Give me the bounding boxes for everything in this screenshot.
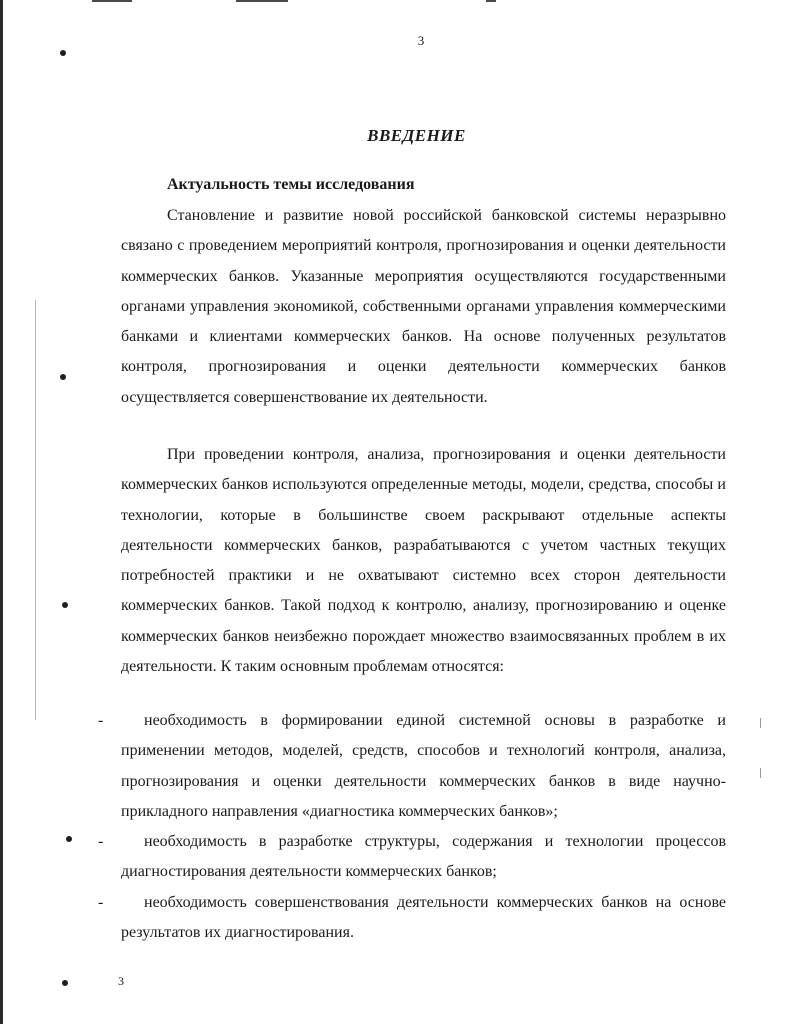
section-subheading: Актуальность темы исследования bbox=[167, 176, 415, 193]
list-item-text: необходимость в разработке структуры, содержания и технологии процессов диагностирования деятельности коммерческих банков; bbox=[121, 833, 726, 881]
paragraph-text: Становление и развитие новой российской банковской системы неразрывно связано с проведением мероприятий контроля, прогнозирования и оценки деятельности коммерческих банков. Указанные мероприятия осуществляются государственными органами управления экономикой, собственными органами управления коммерческими банками и клиентами коммерческих банков. На основе полученных результатов контроля, прогнозирования и оценки деятельности коммерческих банков осуществляется совершенствование их деятельности. bbox=[121, 207, 726, 406]
scan-artifact-line bbox=[35, 300, 36, 720]
list-item-text: необходимость совершенствования деятельности коммерческих банков на основе результатов их диагностирования. bbox=[121, 893, 726, 942]
binder-hole-mark bbox=[62, 980, 68, 986]
binder-hole-mark bbox=[60, 50, 66, 56]
scan-top-mark bbox=[92, 0, 132, 2]
list-marker: - bbox=[98, 893, 104, 911]
paragraph bbox=[121, 201, 726, 413]
binder-hole-mark bbox=[62, 602, 68, 608]
page-number-top: 3 bbox=[417, 33, 425, 48]
binder-hole-mark bbox=[60, 374, 66, 380]
paragraph bbox=[121, 440, 726, 682]
paragraph-text: При проведении контроля, анализа, прогнозирования и оценки деятельности коммерческих банков используются определенные методы, модели, средства, способы и технологии, которые в большинстве своем раскрывают отдельные аспекты деятельности коммерческих банков, разрабатываются с учетом частных текущих потребностей практики и не охватывают системно всех сторон деятельности коммерческих банков. Такой подход к контролю, анализу, прогнозированию и оценке коммерческих банков неизбежно порождает множество взаимосвязанных проблем в их деятельности. К таким основным проблемам относятся: bbox=[121, 446, 726, 676]
scan-artifact-tick bbox=[760, 718, 761, 728]
list-item-text: необходимость в формировании единой системной основы в разработке и применении методов, моделей, средств, способов и технологий контроля, анализа, прогнозирования и оценки деятельности коммерческих банков в виде научно-прикладного направления «диагностика коммерческих банков»; bbox=[121, 712, 726, 820]
list-marker: - bbox=[98, 833, 104, 851]
page-number-bottom: 3 bbox=[118, 974, 124, 988]
scan-left-edge bbox=[0, 0, 3, 1024]
list-item bbox=[98, 706, 726, 827]
scan-top-mark bbox=[486, 0, 496, 2]
list-item bbox=[98, 888, 726, 949]
page-title: ВВЕДЕНИЕ bbox=[367, 126, 466, 145]
scan-artifact-tick bbox=[760, 768, 761, 778]
binder-hole-mark bbox=[66, 836, 72, 842]
scan-top-mark bbox=[236, 0, 288, 2]
list-marker: - bbox=[98, 712, 104, 729]
problem-list bbox=[98, 706, 726, 948]
list-item bbox=[98, 827, 726, 888]
